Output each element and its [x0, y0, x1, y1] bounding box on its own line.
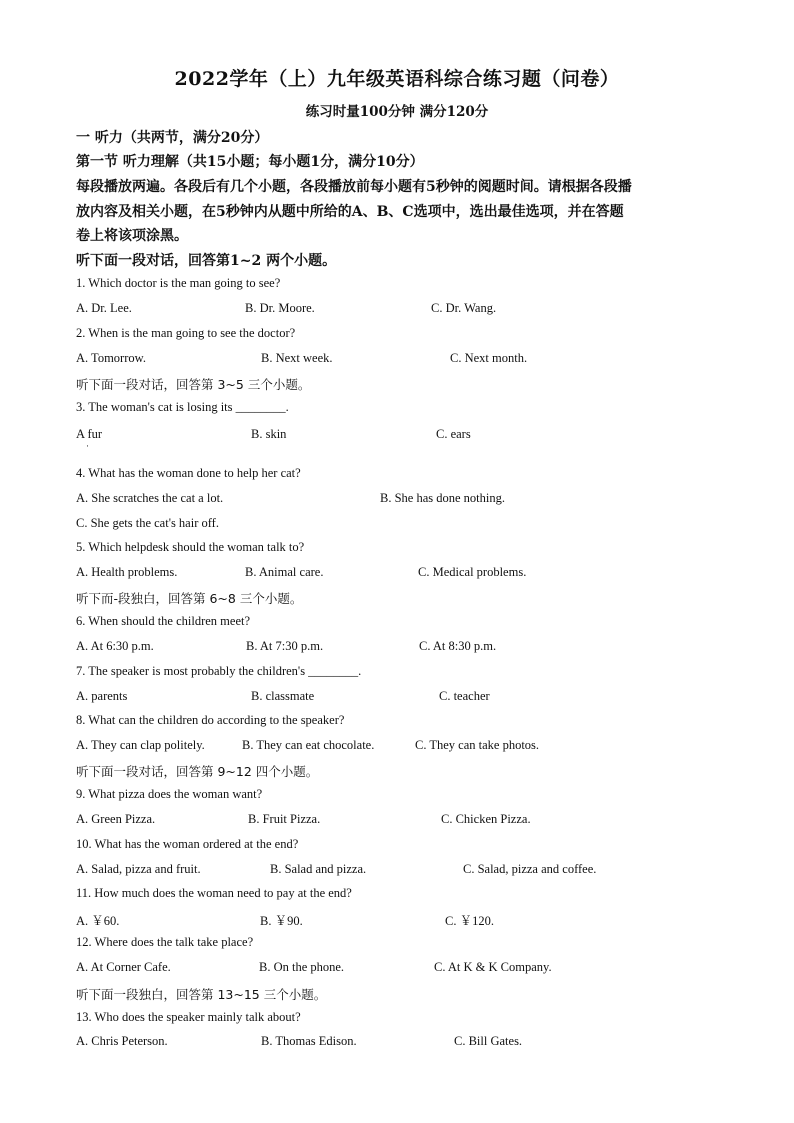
option-a: A fur	[76, 427, 103, 441]
section-heading: 一 听力（共两节，满分20分）	[76, 130, 269, 146]
option-a: A. Green Pizza.	[76, 812, 156, 826]
question-stem: 5. Which helpdesk should the woman talk to?	[76, 540, 305, 554]
instructions-line-2: 放内容及相关小题，在5秒钟内从题中所给的A、B、C选项中，选出最佳选项，并在答题	[76, 204, 624, 220]
option-a: A. They can clap politely.	[76, 738, 205, 752]
option-c: C. Dr. Wang.	[431, 301, 497, 315]
option-b: B. On the phone.	[259, 960, 345, 974]
question-stem: 10. What has the woman ordered at the end?	[76, 837, 299, 851]
option-b: B. ￥90.	[260, 914, 303, 928]
option-c: C. At K & K Company.	[434, 960, 552, 974]
option-b: B. She has done nothing.	[380, 491, 505, 505]
option-a: A. Chris Peterson.	[76, 1034, 168, 1048]
question-stem: 12. Where does the talk take place?	[76, 935, 254, 949]
option-c: C. ￥120.	[445, 914, 494, 928]
question-stem: 11. How much does the woman need to pay at the end?	[76, 886, 352, 900]
option-a: A. Dr. Lee.	[76, 301, 132, 315]
option-c: C. Chicken Pizza.	[441, 812, 531, 826]
question-stem: 3. The woman's cat is losing its ________.	[76, 400, 289, 414]
option-b: B. Fruit Pizza.	[248, 812, 321, 826]
option-a: A. Salad, pizza and fruit.	[76, 862, 201, 876]
question-stem: 13. Who does the speaker mainly talk about?	[76, 1010, 301, 1024]
option-c: C. Salad, pizza and coffee.	[463, 862, 597, 876]
option-c: C. teacher	[439, 689, 490, 703]
exam-title: 2022学年（上）九年级英语科综合练习题（问卷）	[174, 68, 620, 90]
option-b: B. classmate	[251, 689, 315, 703]
question-stem: 8. What can the children do according to the speaker?	[76, 713, 345, 727]
option-a: A. She scratches the cat a lot.	[76, 491, 224, 505]
option-c: C. Bill Gates.	[454, 1034, 523, 1048]
option-c: C. ears	[436, 427, 471, 441]
option-b: B. At 7:30 p.m.	[246, 639, 324, 653]
part1-heading: 第一节 听力理解（共15小题；每小题1分，满分10分）	[76, 154, 424, 170]
option-a: A. At Corner Cafe.	[76, 960, 171, 974]
question-stem: 4. What has the woman done to help her cat?	[76, 466, 301, 480]
option-c: C. At 8:30 p.m.	[419, 639, 497, 653]
listening-prompt-1: 听下面一段对话，回答第1~2 两个小题。	[76, 253, 337, 269]
listening-prompt-2: 听下面一段对话，回答第 3~5 三个小题。	[76, 377, 311, 392]
question-stem: 2. When is the man going to see the doctor?	[76, 326, 296, 340]
listening-prompt-4: 听下面一段对话，回答第 9~12 四个小题。	[76, 764, 319, 779]
question-stem: 1. Which doctor is the man going to see?	[76, 276, 281, 290]
instructions-line-3: 卷上将该项涂黑。	[76, 228, 188, 244]
option-a: A. At 6:30 p.m.	[76, 639, 154, 653]
option-b: B. Dr. Moore.	[245, 301, 315, 315]
question-stem: 9. What pizza does the woman want?	[76, 787, 263, 801]
option-b: B. Animal care.	[245, 565, 324, 579]
question-stem: 6. When should the children meet?	[76, 614, 251, 628]
option-b: B. They can eat chocolate.	[242, 738, 375, 752]
option-a: A. parents	[76, 689, 128, 703]
stray-dot: ·	[86, 441, 89, 451]
option-c: C. Medical problems.	[418, 565, 527, 579]
option-b: B. Next week.	[261, 351, 333, 365]
option-a: A. ￥60.	[76, 914, 120, 928]
option-a: A. Tomorrow.	[76, 351, 146, 365]
option-b: B. Salad and pizza.	[270, 862, 367, 876]
option-a: A. Health problems.	[76, 565, 178, 579]
exam-subtitle: 练习时量100分钟 满分120分	[305, 104, 489, 120]
instructions-line-1: 每段播放两遍。各段后有几个小题，各段播放前每小题有5秒钟的阅题时间。请根据各段播	[76, 179, 632, 195]
option-b: B. Thomas Edison.	[261, 1034, 357, 1048]
option-b: B. skin	[251, 427, 287, 441]
option-c: C. She gets the cat's hair off.	[76, 516, 219, 530]
question-stem: 7. The speaker is most probably the children's ________.	[76, 664, 362, 678]
option-c: C. They can take photos.	[415, 738, 540, 752]
option-c: C. Next month.	[450, 351, 528, 365]
listening-prompt-5: 听下面一段独白，回答第 13~15 三个小题。	[76, 987, 327, 1002]
listening-prompt-3: 听下而-段独白，回答第 6~8 三个小题。	[76, 591, 303, 606]
